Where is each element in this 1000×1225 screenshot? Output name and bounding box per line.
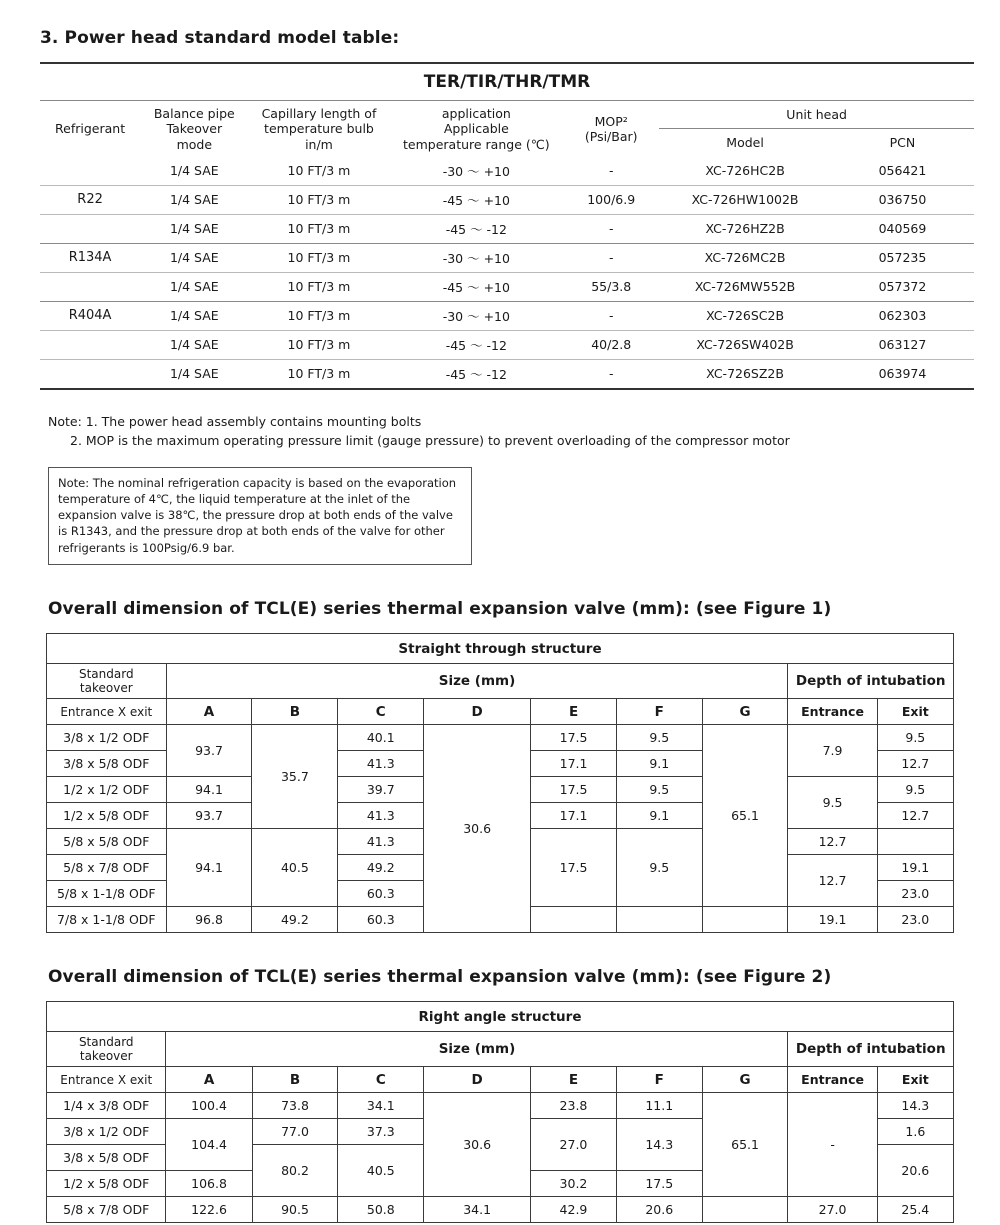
- cell-model: XC-726SC2B: [659, 301, 831, 330]
- note-line-1: Note: 1. The power head assembly contains mounting bolts: [48, 413, 422, 429]
- power-head-table-wrap: [40, 62, 966, 390]
- cell-refrigerant: R134A: [40, 243, 140, 272]
- cell-exit: 12.7: [788, 829, 877, 855]
- cell-e: 27.0: [531, 1119, 617, 1171]
- page-title: 3. Power head standard model table:: [40, 28, 400, 48]
- cell-exit: 12.7: [877, 751, 953, 777]
- header-balance-pipe-line2: Takeover: [166, 121, 223, 137]
- cell-name: 1/2 x 5/8 ODF: [47, 1171, 166, 1197]
- cell-c: 40.1: [338, 725, 424, 751]
- cell-a: 96.8: [166, 907, 252, 933]
- cell-balance: 1/4 SAE: [140, 185, 248, 214]
- header-application-line3: temperature range (℃): [403, 136, 550, 152]
- cell-name: 1/4 x 3/8 ODF: [47, 1093, 166, 1119]
- header-balance-pipe-line3: mode: [176, 136, 213, 152]
- cell-e: 17.5: [531, 777, 617, 803]
- straight-depth-header: Depth of intubation: [788, 664, 954, 699]
- cell-capillary: 10 FT/3 m: [248, 157, 389, 186]
- cell-exit: 25.4: [877, 1197, 953, 1223]
- note-box: Note: The nominal refrigeration capacity is based on the evaporation temperature of 4℃, the liquid temperature at the inlet of the expansion valve is 38℃, the pressure drop at both ends of the valve is R1343, and the pressure drop at both ends of the valve for other refrigerants is 100Psig/6.9 bar.: [48, 467, 472, 566]
- cell-b: 49.2: [252, 907, 338, 933]
- cell-a: 94.1: [166, 777, 252, 803]
- cell-g: [702, 907, 788, 933]
- cell-exit: 1.6: [877, 1119, 953, 1145]
- cell-d: 30.6: [424, 725, 531, 933]
- cell-name: 7/8 x 1-1/8 ODF: [47, 907, 167, 933]
- table-row: [40, 330, 974, 359]
- header-application-line2: Applicable: [443, 121, 509, 137]
- cell-mop: -: [563, 214, 659, 243]
- cell-e: 17.1: [531, 751, 617, 777]
- cell-pcn: 040569: [831, 214, 974, 243]
- right-angle-structure-title: Right angle structure: [47, 1002, 954, 1032]
- cell-balance: 1/4 SAE: [169, 366, 219, 382]
- cell-mop: 100/6.9: [563, 185, 659, 214]
- cell-name: 3/8 x 1/2 ODF: [47, 725, 167, 751]
- cell-mop: 55/3.8: [563, 272, 659, 301]
- right-angle-col-d: D: [424, 1067, 531, 1093]
- header-capillary-line1: Capillary length of: [261, 106, 377, 121]
- cell-entrance: 12.7: [788, 855, 877, 907]
- cell-temp: -30 ～ +10: [389, 243, 563, 272]
- cell-e: [531, 907, 617, 933]
- straight-col-c: C: [338, 699, 424, 725]
- cell-f: 9.5: [617, 777, 703, 803]
- cell-g: [702, 1197, 788, 1223]
- cell-c: 60.3: [338, 881, 424, 907]
- cell-e: 17.1: [531, 803, 617, 829]
- cell-name: 5/8 x 1-1/8 ODF: [47, 881, 167, 907]
- cell-name: 5/8 x 7/8 ODF: [47, 855, 167, 881]
- cell-a: 94.1: [166, 829, 252, 907]
- cell-temp: -45 ～ +10: [389, 272, 563, 301]
- straight-col-b: B: [252, 699, 338, 725]
- right-angle-entrance-exit-label: Entrance X exit: [47, 1067, 166, 1093]
- cell-balance: 1/4 SAE: [140, 301, 248, 330]
- cell-f: 11.1: [616, 1093, 702, 1119]
- cell-c: 37.3: [338, 1119, 424, 1145]
- cell-c: 39.7: [338, 777, 424, 803]
- header-application: [389, 101, 563, 157]
- cell-g: 65.1: [702, 1093, 788, 1197]
- straight-standard-takeover-label: Standard takeover: [47, 664, 167, 699]
- header-model: Model: [726, 135, 764, 151]
- cell-balance: 1/4 SAE: [140, 272, 248, 301]
- right-angle-structure-table: [46, 1001, 954, 1223]
- cell-exit: 19.1: [877, 855, 953, 881]
- cell-pcn: 057372: [831, 272, 974, 301]
- straight-header-row-1: [47, 664, 954, 699]
- cell-c: 49.2: [338, 855, 424, 881]
- straight-header-row-2: [47, 699, 954, 725]
- cell-balance: 1/4 SAE: [140, 157, 248, 186]
- cell-pcn: 062303: [831, 301, 974, 330]
- cell-capillary: 10 FT/3 m: [287, 366, 351, 382]
- cell-capillary: 10 FT/3 m: [248, 185, 389, 214]
- cell-e: 17.5: [531, 725, 617, 751]
- right-angle-title-row: [47, 1002, 954, 1032]
- cell-b: 77.0: [252, 1119, 338, 1145]
- cell-exit: 12.7: [877, 803, 953, 829]
- straight-table-wrap: [46, 633, 1000, 933]
- cell-model: XC-726SZ2B: [706, 366, 784, 382]
- cell-model: XC-726HC2B: [659, 157, 831, 186]
- cell-name: 3/8 x 5/8 ODF: [47, 1145, 166, 1171]
- straight-exit-header: Exit: [877, 699, 953, 725]
- right-angle-depth-header: Depth of intubation: [788, 1032, 954, 1067]
- table-row: [40, 243, 974, 272]
- header-balance-pipe-line1: Balance pipe: [153, 106, 235, 121]
- cell-f: 17.5: [616, 1171, 702, 1197]
- table-row: [40, 157, 974, 186]
- right-angle-standard-takeover-label: Standard takeover: [47, 1032, 166, 1067]
- right-angle-size-header: Size (mm): [166, 1032, 788, 1067]
- right-angle-exit-header: Exit: [877, 1067, 953, 1093]
- cell-temp: -45 ～ -12: [389, 214, 563, 243]
- cell-d: 34.1: [424, 1197, 531, 1223]
- cell-exit: 23.0: [877, 907, 953, 933]
- cell-pcn: 036750: [831, 185, 974, 214]
- cell-c: 60.3: [338, 907, 424, 933]
- cell-d: 30.6: [424, 1093, 531, 1197]
- cell-entrance: 19.1: [788, 907, 877, 933]
- header-pcn: PCN: [889, 135, 916, 151]
- cell-a: 93.7: [166, 725, 252, 777]
- cell-b: 80.2: [252, 1145, 338, 1197]
- straight-col-e: E: [531, 699, 617, 725]
- header-mop-line1: MOP²: [594, 113, 628, 129]
- cell-b: 73.8: [252, 1093, 338, 1119]
- right-angle-col-b: B: [252, 1067, 338, 1093]
- right-angle-header-row-2: [47, 1067, 954, 1093]
- cell-entrance: 27.0: [788, 1197, 877, 1223]
- header-refrigerant: Refrigerant: [55, 121, 126, 137]
- cell-f: 9.5: [617, 725, 703, 751]
- right-angle-col-c: C: [338, 1067, 424, 1093]
- cell-a: 106.8: [166, 1171, 252, 1197]
- cell-model: XC-726SW402B: [659, 330, 831, 359]
- cell-mop: -: [563, 157, 659, 186]
- cell-exit: 20.6: [877, 1145, 953, 1197]
- right-angle-entrance-header: Entrance: [788, 1067, 877, 1093]
- right-angle-col-f: F: [616, 1067, 702, 1093]
- cell-exit: 23.0: [877, 881, 953, 907]
- right-angle-table-wrap: [46, 1001, 1000, 1223]
- straight-entrance-exit-label: Entrance X exit: [47, 699, 167, 725]
- header-capillary: [248, 101, 389, 157]
- cell-capillary: 10 FT/3 m: [248, 301, 389, 330]
- cell-f: 9.5: [617, 829, 703, 907]
- cell-name: 1/2 x 5/8 ODF: [47, 803, 167, 829]
- cell-temp: -45 ～ -12: [445, 366, 507, 382]
- table-row: [47, 725, 954, 751]
- cell-c: 41.3: [338, 829, 424, 855]
- table-row: [47, 1093, 954, 1119]
- cell-c: 41.3: [338, 803, 424, 829]
- power-head-table-title: TER/TIR/THR/TMR: [40, 63, 974, 101]
- note-line-2: 2. MOP is the maximum operating pressure limit (gauge pressure) to prevent overloading of the compressor motor: [70, 433, 790, 449]
- cell-mop: -: [563, 301, 659, 330]
- header-application-line1: application: [441, 106, 511, 121]
- cell-f: 9.1: [617, 751, 703, 777]
- cell-name: 5/8 x 7/8 ODF: [47, 1197, 166, 1223]
- cell-mop: -: [608, 366, 614, 382]
- cell-entrance: -: [788, 1093, 877, 1197]
- cell-model: XC-726MC2B: [659, 243, 831, 272]
- straight-col-f: F: [617, 699, 703, 725]
- cell-balance: 1/4 SAE: [140, 214, 248, 243]
- straight-col-d: D: [424, 699, 531, 725]
- cell-balance: 1/4 SAE: [140, 243, 248, 272]
- cell-a: 104.4: [166, 1119, 252, 1171]
- cell-c: 41.3: [338, 751, 424, 777]
- table-row: [40, 359, 974, 389]
- cell-f: 20.6: [616, 1197, 702, 1223]
- cell-e: 23.8: [531, 1093, 617, 1119]
- straight-structure-table: [46, 633, 954, 933]
- table-row: [40, 272, 974, 301]
- cell-temp: -30 ～ +10: [389, 157, 563, 186]
- cell-exit: 9.5: [877, 725, 953, 751]
- cell-refrigerant: [40, 157, 140, 186]
- cell-refrigerant: [40, 214, 140, 243]
- header-capillary-line2: temperature bulb: [264, 121, 374, 137]
- cell-refrigerant: R22: [40, 185, 140, 214]
- power-head-table: [40, 62, 974, 390]
- table-row: [40, 185, 974, 214]
- cell-pcn: 057235: [831, 243, 974, 272]
- cell-refrigerant: [40, 330, 140, 359]
- cell-c: 50.8: [338, 1197, 424, 1223]
- cell-refrigerant: [40, 359, 140, 389]
- right-angle-header-row-1: [47, 1032, 954, 1067]
- cell-model: XC-726HW1002B: [659, 185, 831, 214]
- straight-size-header: Size (mm): [166, 664, 788, 699]
- cell-temp: -30 ～ +10: [389, 301, 563, 330]
- table-row: [40, 301, 974, 330]
- cell-temp: -45 ～ -12: [389, 330, 563, 359]
- cell-refrigerant: R404A: [40, 301, 140, 330]
- header-unit-head: Unit head: [659, 101, 974, 129]
- section-3-title: Overall dimension of TCL(E) series thermal expansion valve (mm): (see Figure 2): [48, 967, 832, 988]
- cell-e: 17.5: [531, 829, 617, 907]
- straight-col-g: G: [702, 699, 788, 725]
- cell-f: 9.1: [617, 803, 703, 829]
- cell-name: 5/8 x 5/8 ODF: [47, 829, 167, 855]
- cell-model: XC-726HZ2B: [659, 214, 831, 243]
- cell-e: 30.2: [531, 1171, 617, 1197]
- straight-structure-title: Straight through structure: [47, 634, 954, 664]
- table-notes: [48, 412, 1000, 451]
- cell-c: 34.1: [338, 1093, 424, 1119]
- straight-title-row: [47, 634, 954, 664]
- cell-temp: -45 ～ +10: [389, 185, 563, 214]
- cell-entrance: 7.9: [788, 725, 877, 777]
- cell-pcn: 063127: [831, 330, 974, 359]
- cell-pcn: 063974: [878, 366, 927, 382]
- cell-capillary: 10 FT/3 m: [248, 272, 389, 301]
- document-page: [0, 28, 1000, 1223]
- cell-f: 14.3: [616, 1119, 702, 1171]
- cell-model: XC-726MW552B: [659, 272, 831, 301]
- table-row: [40, 214, 974, 243]
- cell-exit: 9.5: [877, 777, 953, 803]
- right-angle-col-e: E: [531, 1067, 617, 1093]
- header-mop: [563, 101, 659, 157]
- table-row: [47, 1197, 954, 1223]
- cell-name: 1/2 x 1/2 ODF: [47, 777, 167, 803]
- cell-mop: -: [563, 243, 659, 272]
- cell-b: 35.7: [252, 725, 338, 829]
- cell-capillary: 10 FT/3 m: [248, 243, 389, 272]
- cell-refrigerant: [40, 272, 140, 301]
- cell-balance: 1/4 SAE: [140, 330, 248, 359]
- cell-g: 65.1: [702, 725, 788, 907]
- cell-e: 42.9: [531, 1197, 617, 1223]
- table-header-row: [40, 101, 974, 129]
- cell-exit: 14.3: [877, 1093, 953, 1119]
- cell-a: 100.4: [166, 1093, 252, 1119]
- cell-b: 90.5: [252, 1197, 338, 1223]
- cell-mop: 40/2.8: [563, 330, 659, 359]
- cell-c: 40.5: [338, 1145, 424, 1197]
- cell-b: 40.5: [252, 829, 338, 907]
- cell-entrance: 9.5: [788, 777, 877, 829]
- straight-entrance-header: Entrance: [788, 699, 877, 725]
- right-angle-col-a: A: [166, 1067, 252, 1093]
- right-angle-col-g: G: [702, 1067, 788, 1093]
- header-balance-pipe: [140, 101, 248, 157]
- straight-col-a: A: [166, 699, 252, 725]
- cell-name: 3/8 x 1/2 ODF: [47, 1119, 166, 1145]
- cell-capillary: 10 FT/3 m: [248, 214, 389, 243]
- header-mop-line2: (Psi/Bar): [584, 128, 638, 144]
- header-capillary-line3: in/m: [305, 136, 333, 152]
- cell-name: 3/8 x 5/8 ODF: [47, 751, 167, 777]
- table-title-row: [40, 63, 974, 101]
- cell-f: [617, 907, 703, 933]
- cell-a: 93.7: [166, 803, 252, 829]
- cell-capillary: 10 FT/3 m: [248, 330, 389, 359]
- cell-pcn: 056421: [831, 157, 974, 186]
- cell-a: 122.6: [166, 1197, 252, 1223]
- section-2-title: Overall dimension of TCL(E) series thermal expansion valve (mm): (see Figure 1): [48, 599, 832, 620]
